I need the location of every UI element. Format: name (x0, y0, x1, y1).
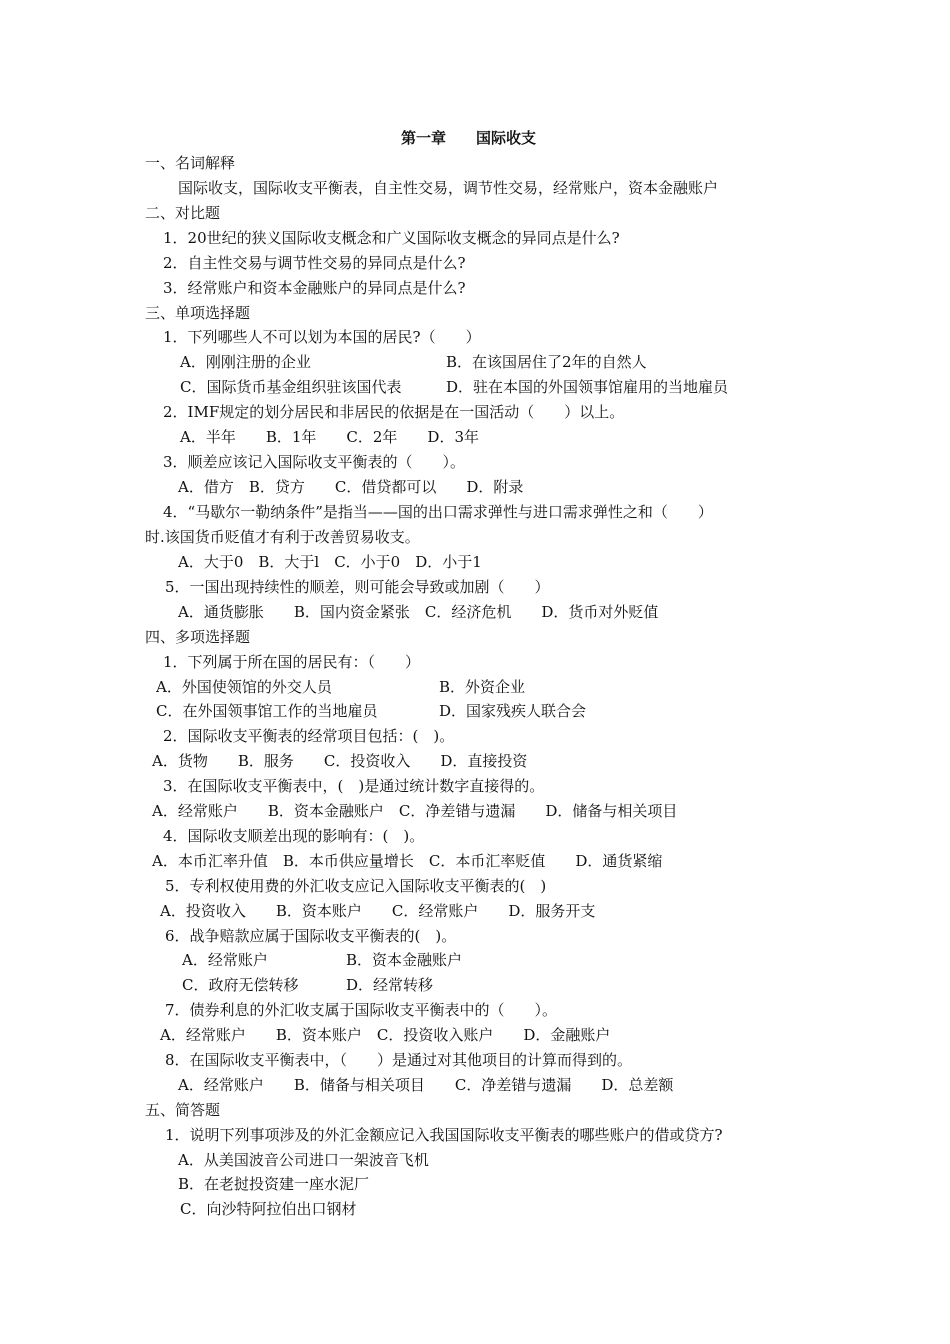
option-row: A．货物 B．服务 C．投资收入 D．直接投资 (152, 752, 528, 770)
option: A．刚刚注册的企业 (180, 353, 311, 371)
sub-item: B．在老挝投资建一座水泥厂 (178, 1175, 370, 1193)
chapter-title: 第一章 国际收支 (401, 129, 537, 147)
question-stem: 1．说明下列事项涉及的外汇金额应记入我国国际收支平衡表的哪些账户的借或贷方? (165, 1126, 723, 1144)
section-heading-short-answer: 五、简答题 (145, 1101, 221, 1119)
question-stem: 5．专利权使用费的外汇收支应记入国际收支平衡表的( ) (165, 877, 547, 895)
option: A．经常账户 (182, 951, 268, 969)
option-row: A．通货膨胀 B．国内资金紧张 C．经济危机 D．货币对外贬值 (178, 603, 659, 621)
option: A．外国使领馆的外交人员 (156, 678, 332, 696)
sub-item: C．向沙特阿拉伯出口钢材 (180, 1200, 357, 1218)
option-row: A．经常账户 B．资本账户 C．投资收入账户 D．金融账户 (160, 1026, 611, 1044)
question-stem: 2．IMF规定的划分居民和非居民的依据是在一国活动（ ）以上。 (163, 403, 625, 421)
option-row: A．投资收入 B．资本账户 C．经常账户 D．服务开支 (160, 902, 596, 920)
section-heading-comparison: 二、对比题 (145, 204, 221, 222)
question-stem: 4．国际收支顺差出现的影响有：( )。 (163, 827, 425, 845)
option: D．经常转移 (346, 976, 434, 994)
option: D．驻在本国的外国领事馆雇用的当地雇员 (446, 378, 729, 396)
question-stem: 3．在国际收支平衡表中，( )是通过统计数字直接得的。 (163, 777, 545, 795)
question-stem: 1．下列哪些人不可以划为本国的居民?（ ） (163, 328, 481, 346)
question-stem: 7．债券利息的外汇收支属于国际收支平衡表中的（ ）。 (165, 1001, 558, 1019)
section-heading-single-choice: 三、单项选择题 (145, 304, 251, 322)
option: D．国家残疾人联合会 (439, 702, 587, 720)
option: B．外资企业 (439, 678, 526, 696)
question-stem: 1．下列属于所在国的居民有：（ ） (163, 653, 421, 671)
option-row: A．借方 B．贷方 C．借贷都可以 D．附录 (178, 478, 524, 496)
question-stem: 5．一国出现持续性的顺差，则可能会导致或加剧（ ） (165, 578, 550, 596)
option: C．在外国领事馆工作的当地雇员 (156, 702, 378, 720)
definition-terms: 国际收支，国际收支平衡表，自主性交易，调节性交易，经常账户，资本金融账户 (178, 179, 719, 197)
option: B．在该国居住了2年的自然人 (446, 353, 647, 371)
option-row: A．经常账户 B．储备与相关项目 C．净差错与遗漏 D．总差额 (178, 1076, 674, 1094)
question-stem: 8．在国际收支平衡表中，（ ）是通过对其他项目的计算而得到的。 (165, 1051, 633, 1069)
question-stem: 4．“马歇尔一勒纳条件”是指当——国的出口需求弹性与进口需求弹性之和（ ） (163, 503, 713, 521)
option: B．资本金融账户 (346, 951, 463, 969)
option-row: A．半年 B．1年 C．2年 D．3年 (180, 428, 479, 446)
option-row: A．经常账户 B．资本金融账户 C．净差错与遗漏 D．储备与相关项目 (152, 802, 678, 820)
question-stem: 3．顺差应该记入国际收支平衡表的（ ）。 (163, 453, 466, 471)
question-stem: 2．国际收支平衡表的经常项目包括：( )。 (163, 727, 455, 745)
option-row: A．本币汇率升值 B．本币供应量增长 C．本币汇率贬值 D．通货紧缩 (152, 852, 663, 870)
option-row: A．大于0 B．大于l C．小于0 D．小于1 (178, 553, 482, 571)
section-heading-multiple-choice: 四、多项选择题 (145, 628, 251, 646)
option: C．国际货币基金组织驻该国代表 (180, 378, 402, 396)
option: C．政府无偿转移 (182, 976, 299, 994)
comparison-question: 1．20世纪的狭义国际收支概念和广义国际收支概念的异同点是什么? (163, 229, 620, 247)
question-stem-continued: 时.该国货币贬值才有利于改善贸易收支。 (145, 528, 420, 546)
sub-item: A．从美国波音公司进口一架波音飞机 (178, 1151, 429, 1169)
comparison-question: 3．经常账户和资本金融账户的异同点是什么? (163, 279, 466, 297)
question-stem: 6．战争赔款应属于国际收支平衡表的( )。 (165, 927, 457, 945)
section-heading-definitions: 一、名词解释 (145, 154, 236, 172)
comparison-question: 2．自主性交易与调节性交易的异同点是什么? (163, 254, 466, 272)
